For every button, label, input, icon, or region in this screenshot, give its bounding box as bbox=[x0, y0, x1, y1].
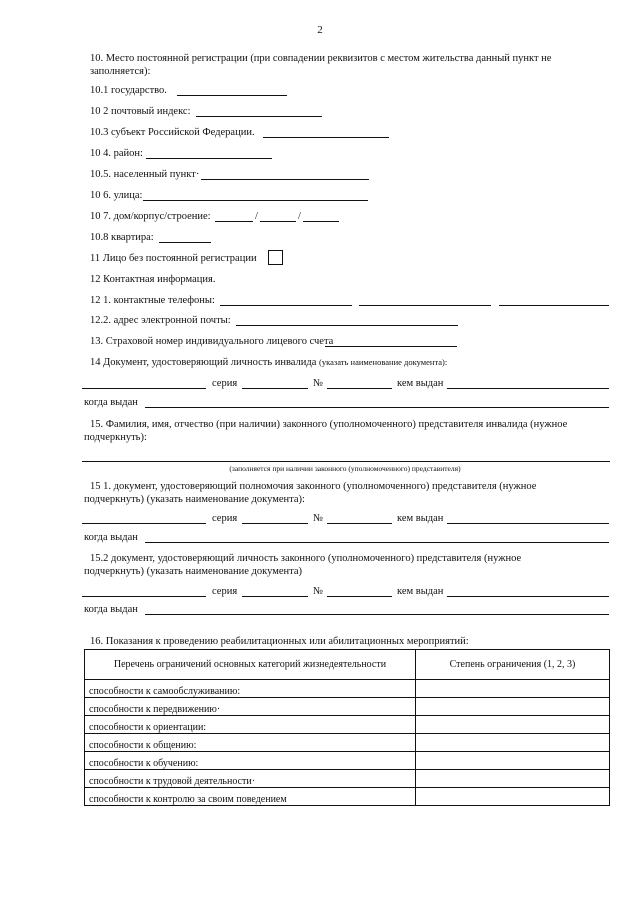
s151-issued-by-label: кем выдан bbox=[397, 513, 444, 524]
s152-number-field[interactable] bbox=[327, 584, 392, 597]
table-row bbox=[85, 698, 610, 716]
country-field[interactable] bbox=[177, 83, 287, 96]
street-label: 10 6. улица: bbox=[90, 190, 143, 201]
section-15-1-line1: 15 1. документ, удостоверяющий полномочия законного (уполномоченного) представителя (нужное bbox=[90, 481, 537, 492]
s151-number-field[interactable] bbox=[327, 511, 392, 524]
table-row bbox=[85, 788, 610, 806]
section-15-1-line2: подчеркнуть) (указать наименование документа): bbox=[84, 494, 305, 505]
s152-number-label: № bbox=[313, 586, 324, 597]
header-limitations: Перечень ограничений основных категорий жизнедеятельности bbox=[85, 650, 416, 680]
section-14-hint: (указать наименование документа): bbox=[319, 357, 448, 367]
s14-doc-name-field[interactable] bbox=[82, 376, 206, 389]
section-10-title-text: 10. Место постоянной регистрации (при совпадении реквизитов с местом жительства данный пункт не заполняется): bbox=[90, 53, 552, 77]
s151-issued-when-label: когда выдан bbox=[84, 532, 138, 543]
phone-field-1[interactable] bbox=[220, 293, 352, 306]
row-label: способности к самообслуживанию: bbox=[85, 680, 416, 698]
region-label: 10.3 субъект Российской Федерации. bbox=[90, 127, 255, 138]
street-field[interactable] bbox=[143, 188, 368, 201]
s151-issued-when-field[interactable] bbox=[145, 530, 609, 543]
row-label: способности к обучению: bbox=[85, 752, 416, 770]
postal-label: 10 2 почтовый индекс: bbox=[90, 106, 191, 117]
table-row bbox=[85, 734, 610, 752]
snils-label: 13. Страховой номер индивидуального лицевого счета bbox=[90, 336, 334, 347]
degree-cell[interactable] bbox=[416, 680, 610, 698]
district-field[interactable] bbox=[146, 146, 272, 159]
table-row bbox=[85, 752, 610, 770]
phone-field-3[interactable] bbox=[499, 293, 609, 306]
header-degree: Степень ограничения (1, 2, 3) bbox=[416, 650, 610, 680]
contact-info-title: 12 Контактная информация. bbox=[90, 274, 216, 285]
s151-series-label: серия bbox=[212, 513, 238, 524]
s151-number-label: № bbox=[313, 513, 324, 524]
region-field[interactable] bbox=[263, 125, 389, 138]
s151-issued-by-field[interactable] bbox=[447, 511, 609, 524]
building-field[interactable] bbox=[260, 209, 296, 222]
section-15-2-line1: 15.2 документ, удостоверяющий личность законного (уполномоченного) представителя (нужное bbox=[90, 553, 522, 564]
table-header-row bbox=[85, 650, 610, 680]
s14-series-label: серия bbox=[212, 378, 238, 389]
locality-label: 10.5. населенный пункт· bbox=[90, 169, 200, 180]
section-10-title bbox=[90, 52, 610, 78]
section-15-2-line2: подчеркнуть) (указать наименование документа) bbox=[84, 566, 302, 577]
postal-field[interactable] bbox=[196, 104, 322, 117]
email-label: 12.2. адрес электронной почты: bbox=[90, 315, 231, 326]
section-15-line1: 15. Фамилия, имя, отчество (при наличии) законного (уполномоченного) представителя инвалида (нужное bbox=[90, 419, 568, 430]
table-row bbox=[85, 680, 610, 698]
phones-label: 12 1. контактные телефоны: bbox=[90, 295, 215, 306]
row-label: способности к передвижению· bbox=[85, 698, 416, 716]
phone-field-2[interactable] bbox=[359, 293, 491, 306]
representative-name-field[interactable] bbox=[82, 449, 610, 462]
s14-issued-when-label: когда выдан bbox=[84, 397, 138, 408]
section-14-text: 14 Документ, удостоверяющий личность инвалида bbox=[90, 357, 317, 368]
house-label: 10 7. дом/корпус/строение: bbox=[90, 211, 211, 222]
snils-field[interactable] bbox=[325, 334, 457, 347]
house-field[interactable] bbox=[215, 209, 253, 222]
email-field[interactable] bbox=[236, 313, 458, 326]
section-16-title: 16. Показания к проведению реабилитационных или абилитационных мероприятий: bbox=[90, 636, 469, 647]
representative-note: (заполняется при наличии законного (уполномоченного) представителя) bbox=[229, 464, 461, 473]
s14-issued-by-field[interactable] bbox=[447, 376, 609, 389]
table-row bbox=[85, 716, 610, 734]
degree-cell[interactable] bbox=[416, 770, 610, 788]
degree-cell[interactable] bbox=[416, 734, 610, 752]
row-label: способности к контролю за своим поведением bbox=[85, 788, 416, 806]
row-label: способности к общению: bbox=[85, 734, 416, 752]
s152-series-field[interactable] bbox=[242, 584, 308, 597]
limitations-table bbox=[84, 649, 610, 806]
s152-doc-name-field[interactable] bbox=[82, 584, 206, 597]
no-registration-checkbox[interactable] bbox=[268, 250, 283, 265]
structure-field[interactable] bbox=[303, 209, 339, 222]
s151-series-field[interactable] bbox=[242, 511, 308, 524]
degree-cell[interactable] bbox=[416, 752, 610, 770]
table-row bbox=[85, 770, 610, 788]
degree-cell[interactable] bbox=[416, 716, 610, 734]
s152-issued-when-label: когда выдан bbox=[84, 604, 138, 615]
s14-issued-when-field[interactable] bbox=[145, 395, 609, 408]
s14-issued-by-label: кем выдан bbox=[397, 378, 444, 389]
apartment-label: 10.8 квартира: bbox=[90, 232, 154, 243]
page-number: 2 bbox=[317, 24, 323, 36]
country-label: 10.1 государство. bbox=[90, 85, 167, 96]
row-label: способности к трудовой деятельности· bbox=[85, 770, 416, 788]
s152-issued-by-label: кем выдан bbox=[397, 586, 444, 597]
degree-cell[interactable] bbox=[416, 788, 610, 806]
district-label: 10 4. район: bbox=[90, 148, 143, 159]
s152-series-label: серия bbox=[212, 586, 238, 597]
s14-number-label: № bbox=[313, 378, 324, 389]
house-slash-2: / bbox=[298, 211, 301, 222]
locality-field[interactable] bbox=[201, 167, 369, 180]
section-14-label bbox=[90, 356, 447, 369]
no-registration-label: 11 Лицо без постоянной регистрации bbox=[90, 253, 257, 264]
house-slash-1: / bbox=[255, 211, 258, 222]
s152-issued-when-field[interactable] bbox=[145, 602, 609, 615]
degree-cell[interactable] bbox=[416, 698, 610, 716]
s152-issued-by-field[interactable] bbox=[447, 584, 609, 597]
s14-number-field[interactable] bbox=[327, 376, 392, 389]
s151-doc-name-field[interactable] bbox=[82, 511, 206, 524]
s14-series-field[interactable] bbox=[242, 376, 308, 389]
apartment-field[interactable] bbox=[159, 230, 211, 243]
row-label: способности к ориентации: bbox=[85, 716, 416, 734]
section-15-line2: подчеркнуть): bbox=[84, 432, 147, 443]
